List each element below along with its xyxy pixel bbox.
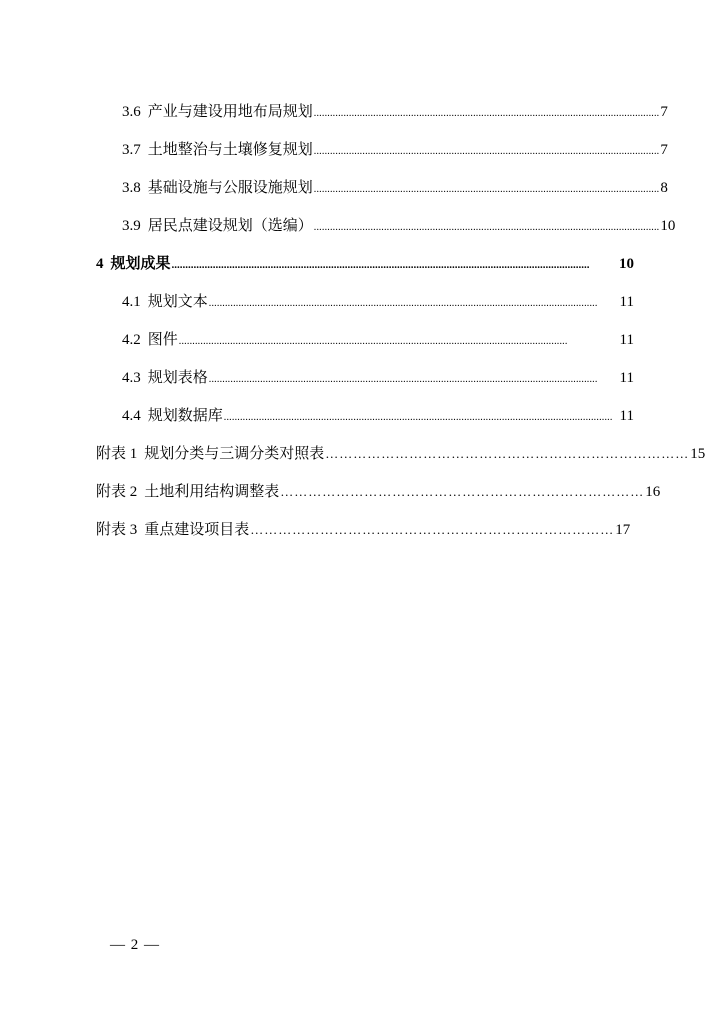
- toc-entry-4-1[interactable]: [122, 292, 634, 314]
- toc-number: 3.7: [122, 142, 141, 158]
- toc-page-number: 7: [660, 104, 668, 120]
- toc-number: 3.8: [122, 180, 141, 196]
- toc-entry-4-2[interactable]: [122, 330, 634, 352]
- dot-leader: ................................................................................................................................................: [178, 336, 568, 347]
- dot-leader: ……………………………………………………………………: [250, 522, 615, 537]
- toc-entry-appendix-1[interactable]: [96, 444, 706, 464]
- dot-leader: ................................................................................................................................................: [208, 298, 598, 309]
- toc-number: 4.2: [122, 332, 141, 348]
- toc-page-number: 10: [660, 218, 676, 234]
- toc-title: 重点建设项目表: [144, 522, 250, 538]
- toc-title: 产业与建设用地布局规划: [147, 104, 313, 120]
- toc-title: 居民点建设规划（选编）: [147, 218, 313, 234]
- toc-title: 图件: [147, 332, 178, 348]
- dot-leader: ……………………………………………………………………: [280, 484, 645, 499]
- toc-page-number: 11: [619, 294, 634, 310]
- toc-number: 4.1: [122, 294, 141, 310]
- toc-number: 3.6: [122, 104, 141, 120]
- dot-leader: ................................................................................................................................................: [208, 374, 598, 385]
- toc-number: 附表 2: [96, 484, 138, 500]
- toc-title: 规划文本: [147, 294, 208, 310]
- toc-entry-4-3[interactable]: [122, 368, 634, 390]
- toc-title: 规划数据库: [147, 408, 223, 424]
- toc-page-number: 11: [619, 332, 634, 348]
- dot-leader: ……………………………………………………………………: [325, 446, 690, 461]
- toc-entry-appendix-3[interactable]: [96, 520, 630, 540]
- toc-title: 规划分类与三调分类对照表: [144, 446, 325, 462]
- toc-page-number: 15: [690, 446, 706, 462]
- dot-leader: ................................................................................................................................: [313, 222, 660, 233]
- toc-page-number: 7: [660, 142, 668, 158]
- toc-title: 规划表格: [147, 370, 208, 386]
- toc-title: 基础设施与公服设施规划: [147, 180, 313, 196]
- toc-title: 规划成果: [110, 256, 171, 272]
- dot-leader: ................................................................................................................................: [313, 108, 660, 119]
- toc-number: 3.9: [122, 218, 141, 234]
- toc-page-number: 8: [660, 180, 668, 196]
- dot-leader: ................................................................................................................................: [313, 146, 660, 157]
- toc-entry-appendix-2[interactable]: [96, 482, 661, 502]
- toc-number: 4.3: [122, 370, 141, 386]
- toc-entry-3-9[interactable]: [122, 216, 676, 238]
- toc-title: 土地利用结构调整表: [144, 484, 280, 500]
- toc-page-number: 10: [619, 256, 634, 272]
- dot-leader: ........................................................................................................................................................: [171, 259, 590, 271]
- toc-page-number: 16: [645, 484, 661, 500]
- toc-entry-3-8[interactable]: [122, 178, 668, 200]
- toc-page-number: 11: [619, 370, 634, 386]
- toc-entry-4-4[interactable]: [122, 406, 634, 428]
- dot-leader: ................................................................................................................................: [313, 184, 660, 195]
- toc-entry-3-6[interactable]: [122, 102, 668, 124]
- toc-title: 土地整治与土壤修复规划: [147, 142, 313, 158]
- toc-entry-3-7[interactable]: [122, 140, 668, 162]
- toc-number: 附表 1: [96, 446, 138, 462]
- toc-page-number: 11: [619, 408, 634, 424]
- toc-number: 附表 3: [96, 522, 138, 538]
- page-number-footer: — 2 —: [110, 937, 160, 953]
- toc-number: 4: [96, 256, 104, 272]
- toc-page-number: 17: [615, 522, 631, 538]
- dot-leader: ................................................................................................................................................: [223, 412, 613, 423]
- toc-entry-4[interactable]: [96, 254, 634, 275]
- toc-number: 4.4: [122, 408, 141, 424]
